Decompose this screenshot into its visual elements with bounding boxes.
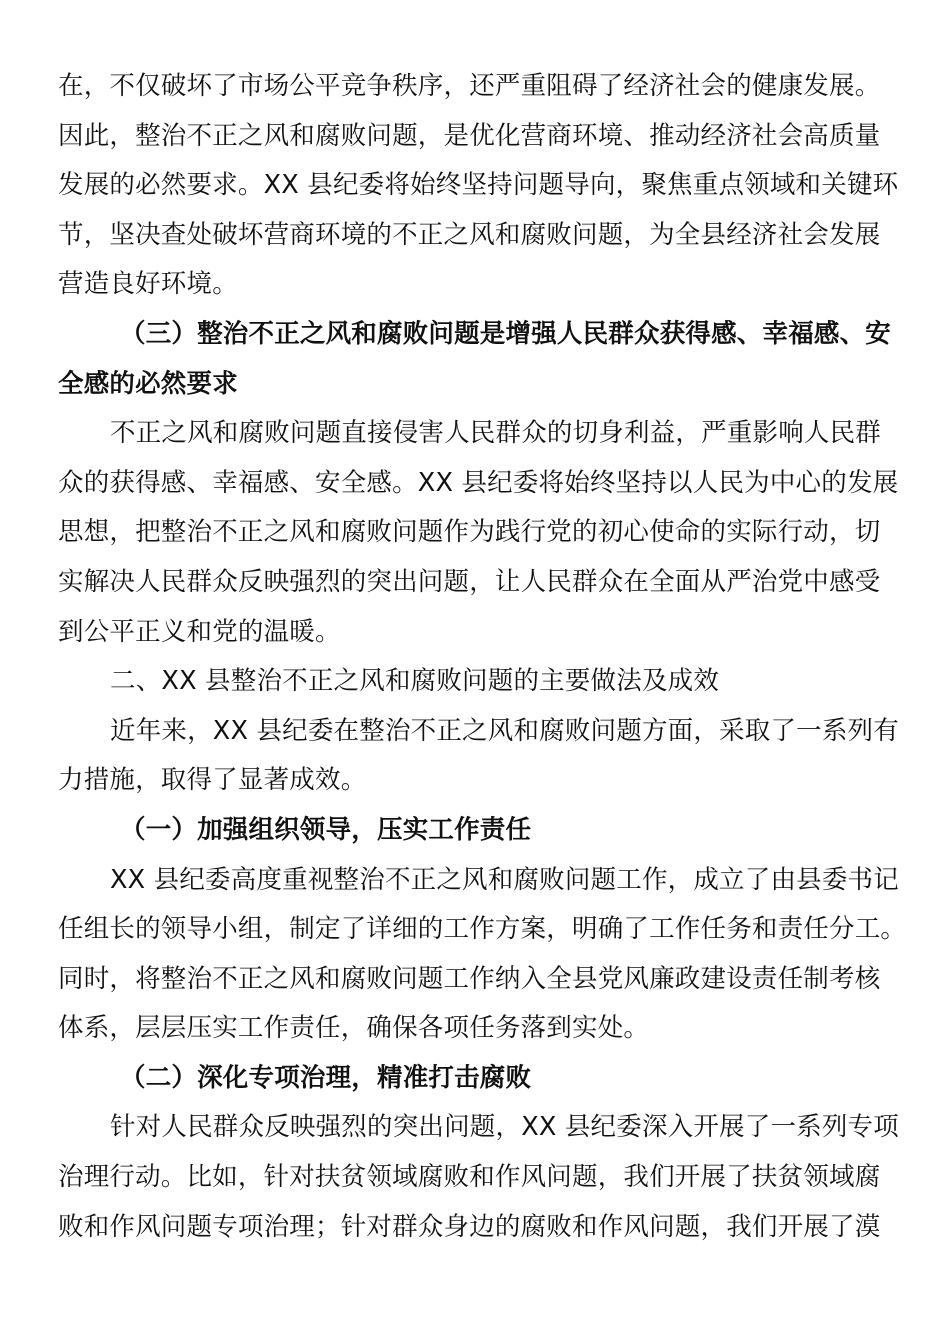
text-line: 发展的必然要求。XX 县纪委将始终坚持问题导向，聚焦重点领域和关键环	[58, 170, 899, 201]
body-paragraph	[58, 62, 899, 310]
text-line: 不正之风和腐败问题直接侵害人民群众的切身利益，严重影响人民群	[110, 418, 882, 449]
subsection-heading	[58, 806, 888, 856]
text-line: 营造良好环境。	[58, 269, 238, 300]
text-line: 因此，整治不正之风和腐败问题，是优化营商环境、推动经济社会高质量	[58, 120, 881, 151]
heading-line: 二、XX 县整治不正之风和腐败问题的主要做法及成效	[110, 666, 720, 697]
text-line: 治理行动。比如，针对扶贫领域腐败和作风问题，我们开展了扶贫领域腐	[58, 1162, 881, 1193]
text-line: 思想，把整治不正之风和腐败问题作为践行党的初心使命的实际行动，切	[58, 517, 881, 548]
body-paragraph	[58, 707, 899, 806]
text-line: 败和作风问题专项治理；针对群众身边的腐败和作风问题，我们开展了漠	[58, 1211, 881, 1242]
text-line: XX 县纪委高度重视整治不正之风和腐败问题工作，成立了由县委书记	[110, 864, 899, 895]
body-paragraph	[58, 856, 907, 1054]
body-paragraph	[58, 1103, 899, 1252]
body-paragraph	[58, 409, 899, 657]
text-line: 针对人民群众反映强烈的突出问题，XX 县纪委深入开展了一系列专项	[110, 1112, 899, 1143]
text-line: 近年来，XX 县纪委在整治不正之风和腐败问题方面，采取了一系列有	[110, 715, 899, 746]
subsection-heading	[58, 310, 892, 409]
text-line: 到公平正义和党的温暖。	[58, 616, 341, 647]
document-page	[58, 62, 907, 1252]
text-line: 力措施，取得了显著成效。	[58, 765, 367, 796]
text-line: 在，不仅破坏了市场公平竞争秩序，还严重阻碍了经济社会的健康发展。	[58, 71, 881, 101]
heading-line: （一）加强组织领导，压实工作责任	[120, 814, 532, 845]
text-line: 节，坚决查处破坏营商环境的不正之风和腐败问题，为全县经济社会发展	[58, 219, 881, 250]
section-heading	[58, 657, 888, 707]
text-line: 众的获得感、幸福感、安全感。XX 县纪委将始终坚持以人民为中心的发展	[58, 467, 899, 498]
subsection-heading	[58, 1054, 888, 1104]
text-line: 同时，将整治不正之风和腐败问题工作纳入全县党风廉政建设责任制考核	[58, 963, 881, 994]
text-line: 体系，层层压实工作责任，确保各项任务落到实处。	[58, 1013, 650, 1044]
heading-line: 全感的必然要求	[58, 368, 238, 399]
heading-line: （三）整治不正之风和腐败问题是增强人民群众获得感、幸福感、安	[120, 318, 892, 349]
text-line: 实解决人民群众反映强烈的突出问题，让人民群众在全面从严治党中感受	[58, 566, 881, 597]
text-line: 任组长的领导小组，制定了详细的工作方案，明确了工作任务和责任分工。	[58, 914, 907, 945]
heading-line: （二）深化专项治理，精准打击腐败	[120, 1062, 532, 1093]
